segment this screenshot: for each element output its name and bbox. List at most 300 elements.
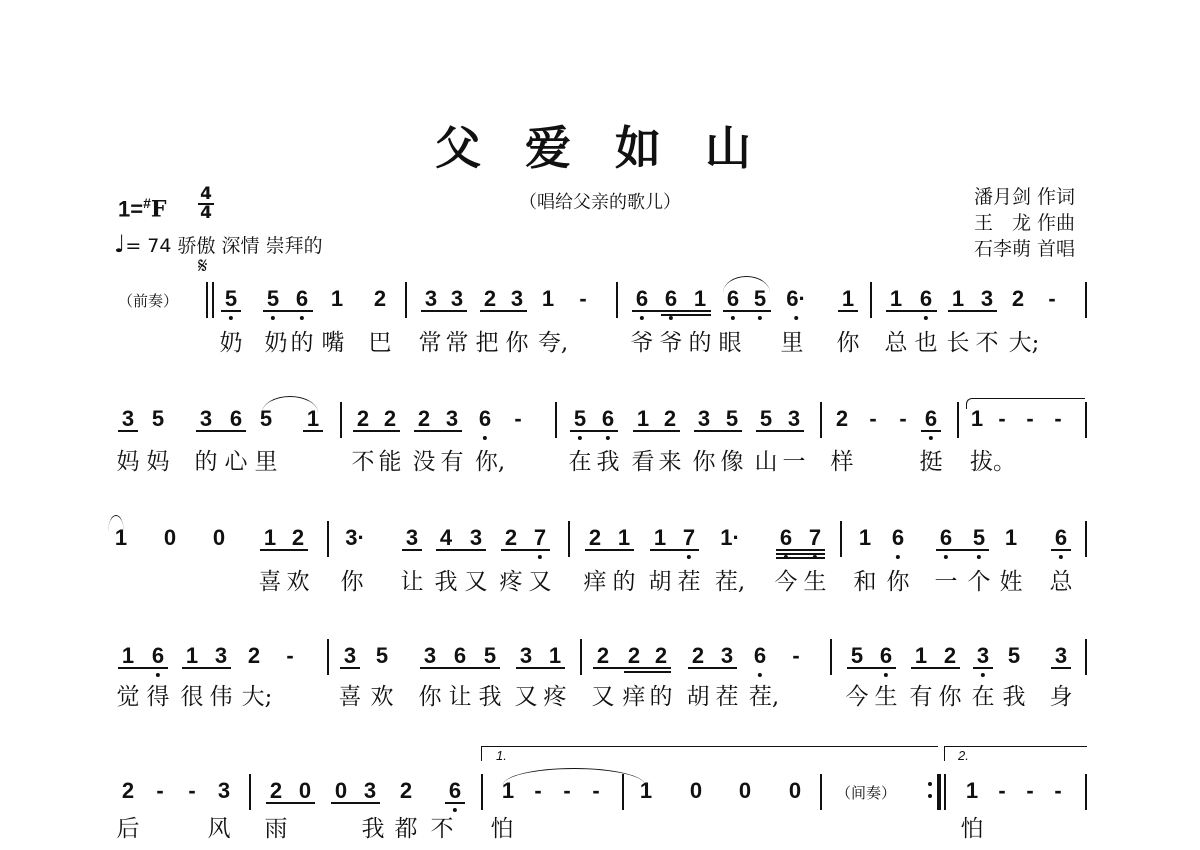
lyric-char: 又 bbox=[514, 684, 538, 710]
note: 3 bbox=[980, 286, 994, 311]
note: - bbox=[1048, 286, 1056, 311]
lyric-char: 大; bbox=[241, 684, 273, 710]
rhythm-underline bbox=[221, 310, 241, 312]
barline bbox=[555, 402, 557, 438]
note: - bbox=[188, 778, 196, 803]
tie bbox=[966, 398, 1085, 409]
lyric-char: 得 bbox=[146, 684, 170, 710]
barline bbox=[957, 402, 959, 438]
note: 3 bbox=[199, 406, 213, 431]
note: 6 bbox=[229, 406, 243, 431]
lyric-char: 今 bbox=[774, 569, 798, 595]
quarter-note-icon: ♩ bbox=[114, 230, 126, 258]
note: - bbox=[534, 778, 542, 803]
barline bbox=[568, 521, 570, 557]
lyric-char: 样 bbox=[830, 449, 854, 475]
note: 2 bbox=[483, 286, 497, 311]
composer-credit: 王 龙 作曲 bbox=[974, 212, 1076, 234]
lyric-char: 茬 bbox=[715, 684, 739, 710]
rhythm-underline bbox=[624, 671, 671, 673]
note: 6 bbox=[479, 406, 491, 432]
octave-dot bbox=[758, 316, 762, 320]
note: 2 bbox=[373, 286, 387, 311]
note: 6 bbox=[665, 286, 677, 312]
repeat-dot bbox=[928, 782, 932, 786]
note: 0 bbox=[738, 778, 752, 803]
rhythm-underline bbox=[911, 667, 960, 669]
rhythm-underline bbox=[353, 430, 400, 432]
lyric-char: 我 bbox=[596, 449, 620, 475]
lyric-char: 里 bbox=[254, 449, 278, 475]
octave-dot bbox=[687, 555, 691, 559]
lyric-char: 来 bbox=[658, 449, 682, 475]
barline bbox=[616, 282, 618, 318]
lyric-row bbox=[0, 683, 1200, 715]
lyric-char: 你 bbox=[836, 330, 860, 356]
barline bbox=[340, 402, 342, 438]
note: 3 bbox=[424, 286, 438, 311]
lyric-char: 眼 bbox=[718, 330, 742, 356]
note: 5 bbox=[754, 286, 766, 312]
note: 1 bbox=[653, 525, 667, 550]
note: 1 bbox=[330, 286, 344, 311]
octave-dot bbox=[453, 808, 457, 812]
barline bbox=[481, 774, 483, 810]
lyric-char: 像 bbox=[720, 449, 744, 475]
note: - bbox=[286, 643, 294, 668]
lyric-char: 嘴 bbox=[321, 330, 345, 356]
key-prefix: 1= bbox=[118, 196, 144, 222]
octave-dot bbox=[896, 555, 900, 559]
barline bbox=[212, 282, 214, 318]
lyric-char: 我 bbox=[1002, 684, 1026, 710]
lyric-char: 欢 bbox=[286, 569, 310, 595]
note: 1 bbox=[306, 406, 320, 431]
barline bbox=[820, 402, 822, 438]
lyric-char: 欢 bbox=[370, 684, 394, 710]
octave-dot bbox=[924, 316, 928, 320]
note: 1 bbox=[617, 525, 631, 550]
lyric-char: 你, bbox=[474, 449, 506, 475]
notation-row bbox=[0, 286, 1200, 334]
barline bbox=[870, 282, 872, 318]
rhythm-underline bbox=[340, 667, 360, 669]
lyric-char: 茬 bbox=[677, 569, 701, 595]
note: 2 bbox=[291, 525, 305, 550]
note: 3 bbox=[519, 643, 533, 668]
note: 3 bbox=[450, 286, 464, 311]
note: 5 bbox=[483, 643, 497, 668]
rhythm-underline bbox=[661, 314, 711, 316]
note: 2 bbox=[835, 406, 849, 431]
note: 0 bbox=[212, 525, 226, 550]
note: 6 bbox=[920, 286, 932, 312]
note: - bbox=[899, 406, 907, 431]
note: 6 bbox=[636, 286, 648, 312]
lyric-char: 疼 bbox=[543, 684, 567, 710]
lyric-char: 我 bbox=[434, 569, 458, 595]
lyric-char: 总 bbox=[1049, 569, 1073, 595]
note: 2 bbox=[627, 643, 641, 668]
rhythm-underline bbox=[480, 310, 527, 312]
note: - bbox=[869, 406, 877, 431]
octave-dot bbox=[1059, 555, 1063, 559]
song-subtitle: （唱给父亲的歌儿） bbox=[519, 192, 681, 213]
rhythm-underline bbox=[182, 667, 231, 669]
note: 0 bbox=[788, 778, 802, 803]
note: 6 bbox=[602, 406, 614, 432]
note: 6· bbox=[786, 286, 806, 312]
lyric-char: 你 bbox=[418, 684, 442, 710]
note: - bbox=[563, 778, 571, 803]
lyric-char: 你 bbox=[886, 569, 910, 595]
lyric-char: 今 bbox=[845, 684, 869, 710]
lyric-char: 爷 bbox=[630, 330, 654, 356]
note: 2 bbox=[356, 406, 370, 431]
note: 5 bbox=[267, 286, 279, 312]
rhythm-underline bbox=[260, 549, 308, 551]
lyric-char: 喜 bbox=[338, 684, 362, 710]
note: 5 bbox=[725, 406, 739, 431]
lyric-row bbox=[0, 448, 1200, 480]
lyric-char: 的 bbox=[688, 330, 712, 356]
lyric-char: 我 bbox=[478, 684, 502, 710]
lyric-char: 疼 bbox=[499, 569, 523, 595]
rhythm-underline bbox=[331, 802, 380, 804]
rhythm-underline bbox=[402, 549, 422, 551]
note: 5 bbox=[151, 406, 165, 431]
note: 1 bbox=[951, 286, 965, 311]
note: 1 bbox=[858, 525, 872, 550]
octave-dot bbox=[156, 673, 160, 677]
note: 2 bbox=[417, 406, 431, 431]
octave-dot bbox=[758, 673, 762, 677]
lyric-char: 痒 bbox=[583, 569, 607, 595]
note: 2 bbox=[943, 643, 957, 668]
lyric-char: 觉 bbox=[116, 684, 140, 710]
note: 3 bbox=[787, 406, 801, 431]
note: - bbox=[514, 406, 522, 431]
octave-dot bbox=[731, 316, 735, 320]
rhythm-underline bbox=[948, 310, 997, 312]
note: - bbox=[792, 643, 800, 668]
slur bbox=[503, 768, 645, 785]
octave-dot bbox=[794, 316, 798, 320]
lyric-char: 怕 bbox=[490, 816, 514, 842]
note: 2 bbox=[663, 406, 677, 431]
lyric-char: 能 bbox=[378, 449, 402, 475]
note: 1 bbox=[185, 643, 199, 668]
volta-bracket-1 bbox=[481, 746, 938, 761]
note: 5 bbox=[225, 286, 237, 312]
lyric-row bbox=[0, 815, 1200, 847]
lyric-char: 有 bbox=[909, 684, 933, 710]
rhythm-underline bbox=[650, 549, 699, 551]
note: 5 bbox=[759, 406, 773, 431]
note: 6 bbox=[449, 778, 461, 804]
lyric-char: 茬, bbox=[714, 569, 746, 595]
note: 7 bbox=[534, 525, 546, 551]
rhythm-underline bbox=[921, 430, 941, 432]
note: 3 bbox=[405, 525, 419, 550]
lyric-char: 让 bbox=[448, 684, 472, 710]
barline bbox=[1085, 402, 1087, 438]
time-top: 4 bbox=[200, 184, 212, 204]
note: 1 bbox=[548, 643, 562, 668]
octave-dot bbox=[929, 436, 933, 440]
lyric-char: 常 bbox=[418, 330, 442, 356]
note: 3 bbox=[217, 778, 231, 803]
note: 7 bbox=[683, 525, 695, 551]
note: 6 bbox=[892, 525, 904, 551]
note: 3 bbox=[214, 643, 228, 668]
lyric-char: 茬, bbox=[748, 684, 780, 710]
note: 4 bbox=[439, 525, 453, 550]
note: 1 bbox=[1004, 525, 1018, 550]
lyric-char: 的 bbox=[194, 449, 218, 475]
note: 2 bbox=[504, 525, 518, 550]
note: 3 bbox=[445, 406, 459, 431]
rhythm-underline bbox=[633, 430, 680, 432]
note: 5 bbox=[574, 406, 586, 432]
lyric-char: 和 bbox=[853, 569, 877, 595]
time-bottom: 4 bbox=[200, 203, 212, 223]
note: 5 bbox=[259, 406, 273, 431]
lyric-char: 把 bbox=[475, 330, 499, 356]
barline bbox=[206, 282, 208, 318]
note: 3 bbox=[977, 643, 989, 669]
lyric-char: 一 bbox=[934, 569, 958, 595]
note: 2 bbox=[121, 778, 135, 803]
repeat-dot bbox=[928, 794, 932, 798]
lyric-char: 妈 bbox=[116, 449, 140, 475]
note: 2 bbox=[247, 643, 261, 668]
note: 0 bbox=[334, 778, 348, 803]
lyric-char: 你 bbox=[692, 449, 716, 475]
time-signature bbox=[198, 186, 214, 222]
barline bbox=[327, 639, 329, 675]
lyric-row bbox=[0, 568, 1200, 600]
lyric-char: 总 bbox=[884, 330, 908, 356]
rhythm-underline bbox=[118, 430, 138, 432]
lyric-row bbox=[0, 329, 1200, 361]
note: 1 bbox=[263, 525, 277, 550]
barline bbox=[944, 774, 946, 810]
octave-dot bbox=[944, 555, 948, 559]
barline bbox=[1085, 639, 1087, 675]
note: 6 bbox=[727, 286, 739, 312]
note: 6 bbox=[296, 286, 308, 312]
lyric-char: 姓 bbox=[999, 569, 1023, 595]
lyric-char: 身 bbox=[1049, 684, 1073, 710]
lyric-char: 长 bbox=[946, 330, 970, 356]
repeat-barline bbox=[937, 774, 941, 810]
rhythm-underline bbox=[414, 430, 462, 432]
note: 3 bbox=[469, 525, 483, 550]
lyric-char: 心 bbox=[224, 449, 248, 475]
lyric-char: 我 bbox=[361, 816, 385, 842]
lyric-char: 后 bbox=[116, 816, 140, 842]
rhythm-underline bbox=[847, 667, 896, 669]
lyric-char: 又 bbox=[528, 569, 552, 595]
note: 1 bbox=[636, 406, 650, 431]
rhythm-underline bbox=[266, 802, 315, 804]
sharp-sign: # bbox=[143, 195, 151, 211]
barline bbox=[1085, 521, 1087, 557]
volta-label-1: 1. bbox=[496, 748, 507, 763]
lyric-char: 胡 bbox=[686, 684, 710, 710]
barline bbox=[830, 639, 832, 675]
note: - bbox=[1026, 778, 1034, 803]
lyric-char: 也 bbox=[914, 330, 938, 356]
note: 2 bbox=[383, 406, 397, 431]
lyric-char: 胡 bbox=[648, 569, 672, 595]
octave-dot bbox=[229, 316, 233, 320]
note: 2 bbox=[1011, 286, 1025, 311]
rhythm-underline bbox=[776, 549, 825, 551]
tempo-text: = 74 骄傲 深情 崇拜的 bbox=[125, 235, 323, 257]
lyric-char: 不 bbox=[430, 816, 454, 842]
note: 6 bbox=[453, 643, 467, 668]
lyric-char: 里 bbox=[780, 330, 804, 356]
lyric-char: 不 bbox=[351, 449, 375, 475]
note: 1 bbox=[639, 778, 653, 803]
octave-dot bbox=[300, 316, 304, 320]
lyric-char: 有 bbox=[440, 449, 464, 475]
rhythm-underline bbox=[445, 802, 465, 804]
lyric-char: 风 bbox=[207, 816, 231, 842]
rhythm-underline bbox=[723, 310, 771, 312]
rhythm-underline bbox=[516, 667, 565, 669]
barline bbox=[1085, 774, 1087, 810]
note: 7 bbox=[809, 525, 821, 551]
volta-label-2: 2. bbox=[958, 748, 969, 763]
note: 1· bbox=[720, 525, 740, 550]
note: - bbox=[579, 286, 587, 311]
note: 5 bbox=[375, 643, 389, 668]
lyric-char: 你 bbox=[340, 569, 364, 595]
note: 6 bbox=[925, 406, 937, 432]
rhythm-underline bbox=[973, 667, 993, 669]
note: 3 bbox=[343, 643, 357, 668]
lyric-char: 生 bbox=[803, 569, 827, 595]
note: 6 bbox=[754, 643, 766, 669]
barline bbox=[1085, 282, 1087, 318]
note: 3 bbox=[121, 406, 135, 431]
rhythm-underline bbox=[118, 667, 168, 669]
note: 1 bbox=[970, 406, 984, 431]
rhythm-underline bbox=[1051, 667, 1071, 669]
key-signature bbox=[118, 195, 167, 222]
slur bbox=[262, 396, 318, 413]
note: 1 bbox=[121, 643, 135, 668]
note: - bbox=[592, 778, 600, 803]
lyric-char: 一 bbox=[782, 449, 806, 475]
note: 0 bbox=[298, 778, 312, 803]
note: 5 bbox=[973, 525, 985, 551]
octave-dot bbox=[606, 436, 610, 440]
note: 1 bbox=[114, 525, 128, 550]
octave-dot bbox=[977, 555, 981, 559]
note: 5 bbox=[1007, 643, 1021, 668]
rhythm-underline bbox=[632, 310, 711, 312]
lyric-char: 痒 bbox=[622, 684, 646, 710]
lyric-char: 你 bbox=[938, 684, 962, 710]
lyricist-credit: 潘月剑 作词 bbox=[974, 186, 1076, 208]
lyric-char: 爷 bbox=[659, 330, 683, 356]
lyric-char: 让 bbox=[400, 569, 424, 595]
rhythm-underline bbox=[886, 310, 937, 312]
note: 3 bbox=[423, 643, 437, 668]
lyric-char: 你 bbox=[505, 330, 529, 356]
slur bbox=[723, 276, 770, 293]
octave-dot bbox=[578, 436, 582, 440]
note: 1 bbox=[965, 778, 979, 803]
octave-dot bbox=[669, 316, 673, 320]
rhythm-underline bbox=[436, 549, 486, 551]
note: 1 bbox=[914, 643, 928, 668]
octave-dot bbox=[271, 316, 275, 320]
note: 6 bbox=[940, 525, 952, 551]
barline bbox=[580, 639, 582, 675]
lyric-char: 常 bbox=[445, 330, 469, 356]
lyric-char: 很 bbox=[180, 684, 204, 710]
note: 3 bbox=[363, 778, 377, 803]
barline bbox=[820, 774, 822, 810]
octave-dot bbox=[981, 673, 985, 677]
note: 3 bbox=[697, 406, 711, 431]
note: 2 bbox=[588, 525, 602, 550]
rhythm-underline bbox=[776, 553, 825, 555]
note: 3· bbox=[345, 525, 365, 550]
rhythm-underline bbox=[776, 557, 825, 559]
note: 2 bbox=[654, 643, 668, 668]
lyric-char: 的 bbox=[649, 684, 673, 710]
rhythm-underline bbox=[501, 549, 550, 551]
lyric-char: 怕 bbox=[960, 816, 984, 842]
rhythm-underline bbox=[303, 430, 323, 432]
lyric-char: 奶 bbox=[219, 330, 243, 356]
lyric-char: 大; bbox=[1008, 330, 1040, 356]
octave-dot bbox=[884, 673, 888, 677]
lyric-char: 看 bbox=[631, 449, 655, 475]
note: 3 bbox=[510, 286, 524, 311]
note: 0 bbox=[163, 525, 177, 550]
note: - bbox=[156, 778, 164, 803]
lyric-char: 没 bbox=[412, 449, 436, 475]
song-title: 父 爱 如 山 bbox=[434, 121, 766, 175]
octave-dot bbox=[538, 555, 542, 559]
note: 3 bbox=[1054, 643, 1068, 668]
lyric-char: 喜 bbox=[258, 569, 282, 595]
rhythm-underline bbox=[593, 667, 671, 669]
note: 1 bbox=[541, 286, 555, 311]
rhythm-underline bbox=[570, 430, 618, 432]
note: 6 bbox=[1055, 525, 1067, 551]
note: 2 bbox=[596, 643, 610, 668]
lyric-char: 挺 bbox=[919, 449, 943, 475]
singer-credit: 石李萌 首唱 bbox=[974, 238, 1076, 260]
octave-dot bbox=[483, 436, 487, 440]
note: 1 bbox=[841, 286, 855, 311]
lyric-char: 奶 bbox=[264, 330, 288, 356]
rhythm-underline bbox=[756, 430, 804, 432]
lyric-char: 在 bbox=[568, 449, 592, 475]
rhythm-underline bbox=[196, 430, 246, 432]
notation-row bbox=[0, 525, 1200, 573]
lyric-char: 都 bbox=[394, 816, 418, 842]
octave-dot bbox=[640, 316, 644, 320]
